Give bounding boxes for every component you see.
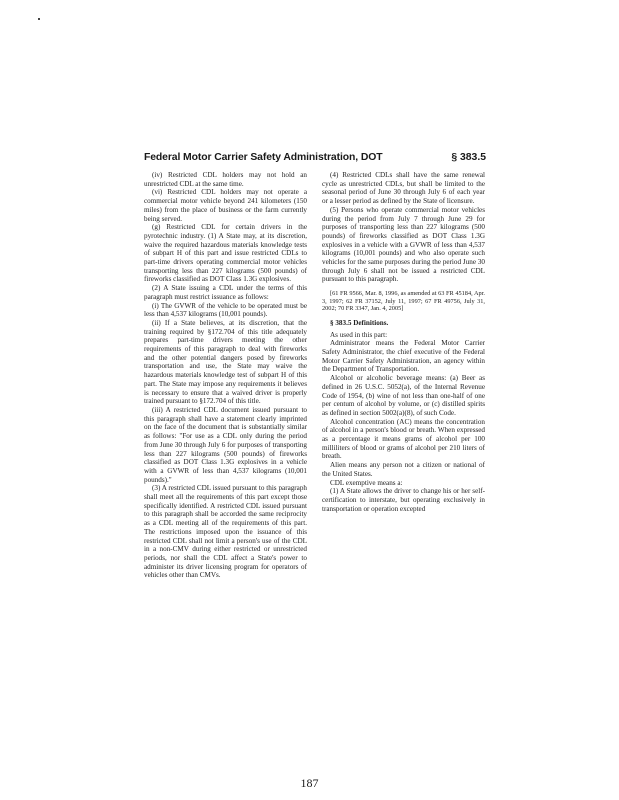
right-column <box>322 171 485 513</box>
paragraph: (g) Restricted CDL for certain drivers in the pyrotechnic industry. (1) A State may, at its discretion, waive the required hazardous materials knowledge tests of subpart H of this part and issue restricted CDLs to part-time drivers operating commercial motor vehicles transporting less than 227 kilograms (500 pounds) of fireworks classified as DOT Class 1.3G explosives. <box>144 223 307 284</box>
definition: Alcohol concentration (AC) means the concentration of alcohol in a person's blood or breath. When expressed as a percentage it means grams of alcohol per 100 milliliters of blood or grams of alcohol per 210 liters of breath. <box>322 417 485 461</box>
paragraph: As used in this part: <box>330 330 388 339</box>
paragraph: (2) A State issuing a CDL under the terms of this paragraph must restrict issuance as follows: <box>144 284 307 301</box>
left-column <box>144 171 307 580</box>
page-number: 187 <box>300 776 319 790</box>
source-citation: [61 FR 9566, Mar. 8, 1996, as amended at 63 FR 45184, Apr. 3, 1997; 62 FR 37152, July 11, 1997; 67 FR 49756, July 31, 2002; 70 FR 3347, Jan. 4, 2005] <box>322 290 485 313</box>
definition: Administrator means the Federal Motor Carrier Safety Administrator, the chief executive of the Federal Motor Carrier Safety Administration, an agency within the Department of Transportation. <box>322 339 485 374</box>
definition: Alcohol or alcoholic beverage means: (a) Beer as defined in 26 U.S.C. 5052(a), of the Internal Revenue Code of 1954, (b) wine of not less than one-half of one per centum of alcohol by volume, or (c) distilled spirits as defined in section 5002(a)(8), of such Code. <box>322 374 485 417</box>
definition: Alien means any person not a citizen or national of the United States. <box>322 461 485 478</box>
scan-mark <box>38 18 40 20</box>
header-section: § 383.5 <box>451 152 486 163</box>
definition: CDL exemptive means a: <box>330 478 403 487</box>
paragraph: (vi) Restricted CDL holders may not operate a commercial motor vehicle beyond 241 kilometers (150 miles) from the place of business or the farm currently being served. <box>144 188 307 223</box>
paragraph: (4) Restricted CDLs shall have the same renewal cycle as unrestricted CDLs, but shall be limited to the seasonal period of June 30 through July 6 of each year or a lesser period as defined by the State of licensure. <box>322 171 485 206</box>
paragraph: (iii) A restricted CDL document issued pursuant to this paragraph shall have a statement clearly imprinted on the face of the document that is substantially similar as follows: "For use as a CDL only during the period from June 30 through July 6 for purposes of transporting less than 227 kilograms (500 pounds) of fireworks classified as DOT Class 1.3G explosives in a vehicle with a GVWR of less than 4,537 kilograms (10,001 pounds)." <box>144 405 307 484</box>
paragraph: (ii) If a State believes, at its discretion, that the training required by §172.704 of this title adequately prepares part-time drivers meeting the other requirements of this paragraph to deal with fireworks and the other potential dangers posed by fireworks transportation and use, the State may waive the hazardous materials knowledge test of subpart H of this part. The State may impose any requirements it believes is necessary to ensure that a waived driver is properly trained pursuant to §172.704 of this title. <box>144 318 307 406</box>
running-header <box>144 152 486 168</box>
paragraph: (iv) Restricted CDL holders may not hold an unrestricted CDL at the same time. <box>144 171 307 188</box>
paragraph: (3) A restricted CDL issued pursuant to this paragraph shall meet all the requirements of this part except those specifically identified. A restricted CDL issued pursuant to this paragraph shall be accorded the same reciprocity as a CDL meeting all of the requirements of this part. The restrictions imposed upon the issuance of this restricted CDL shall not limit a person's use of the CDL in a non-CMV during either restricted or unrestricted periods, nor shall the CDL affect a State's power to administer its driver licensing program for operators of vehicles other than CMVs. <box>144 484 307 580</box>
paragraph: (i) The GVWR of the vehicle to be operated must be less than 4,537 kilograms (10,001 pounds). <box>144 301 307 319</box>
section-heading: § 383.5 Definitions. <box>330 318 389 327</box>
spacer <box>322 284 485 288</box>
definition: (1) A State allows the driver to change his or her self-certification to interstate, but operating exclusively in transportation or operation excepted <box>322 487 485 513</box>
header-agency: Federal Motor Carrier Safety Administration, DOT <box>144 152 383 163</box>
paragraph: (5) Persons who operate commercial motor vehicles during the period from July 7 through June 29 for purposes of transporting less than 227 kilograms (500 pounds) of fireworks classified as DOT Class 1.3G explosives in a vehicle with a GVWR of less than 4,537 kilograms (10,001 pounds) and who also operate such vehicles for the same purposes during the period June 30 through July 6 shall not be issued a restricted CDL pursuant to this paragraph. <box>322 205 485 284</box>
